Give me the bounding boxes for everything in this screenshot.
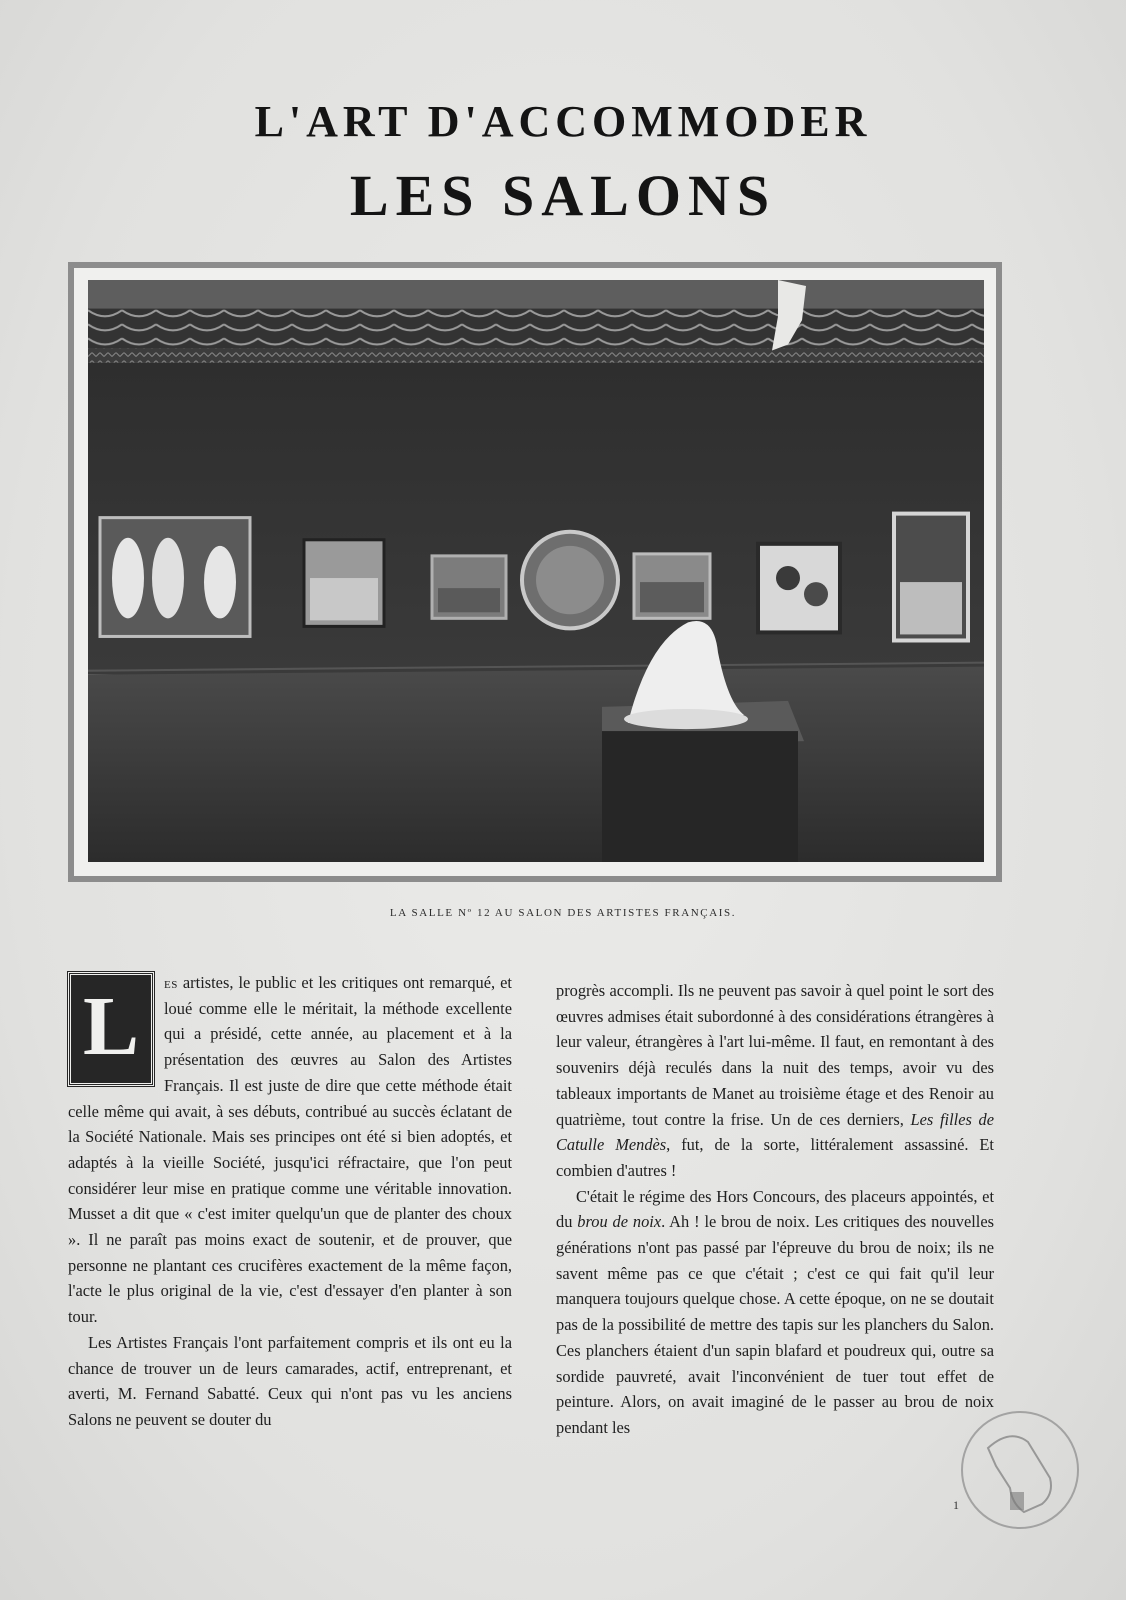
- paragraph-text: artistes, le public et les critiques ont remarqué, et loué comme elle le méritait, la méthode excellente qui a présidé, cette année, au placement et à la présentation des œuvres au Salon des Artistes Français. Il est juste de dire que cette méthode était celle même qui avait, à ses débuts, contribué au succès éclatant de la Société Nationale. Mais ses principes ont été si bien adoptés, et adaptés à la vieille Société, jusqu'ici réfractaire, que l'on peut considérer leur mise en pratique comme une véritable innovation. Musset a dit que « c'est imiter quelqu'un que de planter des choux ». Il ne paraît pas moins exact de soutenir, et de prouver, que personne ne plantant ces crucifères exactement de la même façon, l'acte le plus original de la vie, c'est d'essayer d'en planter à son tour.: [68, 973, 512, 1327]
- gallery-photo-frame: [68, 262, 1002, 882]
- library-stamp-icon: [958, 1408, 1082, 1532]
- article-paragraph: [556, 978, 994, 1184]
- page-number: 1: [953, 1498, 959, 1512]
- gallery-photo: [88, 280, 984, 862]
- painting-5: [758, 544, 840, 633]
- paragraph-text: C'était le régime des Hors Concours, des placeurs appointés, et du: [556, 1186, 994, 1232]
- painting-round: [522, 532, 618, 629]
- painting-2: [304, 540, 384, 627]
- paragraph-text: , fut, de la sorte, littéralement assassiné. Et combien d'autres !: [556, 1135, 994, 1180]
- article-paragraph: [556, 1184, 994, 1441]
- painting-4: [634, 554, 710, 618]
- italic-term: brou de noix: [577, 1212, 662, 1232]
- title-line-1: L'ART D'ACCOMMODER: [254, 97, 872, 146]
- paragraph-text: progrès accompli. Ils ne peuvent pas savoir à quel point le sort des œuvres admises était subordonné à des considérations étrangères à leur valeur, étrangères à l'art lui-même. Il faut, en remontant à des souvenirs déjà reculés dans la nuit des temps, avoir vu des tableaux importants de Manet au troisième étage et des Renoir au quatrième, tout contre la frise. Un de ces derniers,: [556, 981, 994, 1129]
- italic-title: Les filles de Catulle Mendès: [556, 1109, 994, 1155]
- article-column-right: [556, 978, 994, 1441]
- painting-1: [100, 518, 250, 637]
- drop-cap-ornament: [68, 972, 154, 1086]
- title-line-2: LES SALONS: [349, 163, 777, 228]
- gallery-photo-mat: [74, 268, 996, 876]
- paragraph-text: . Ah ! le brou de noix. Les critiques des nouvelles générations n'ont pas passé par l'épreuve du brou de noix; ils ne savent même pas ce que c'était ; c'est ce qui fait qu'il leur manquera toujours quelque chose. A cette époque, on ne se doutait pas de la possibilité de mettre des tapis sur les planchers du Salon. Ces planchers étaient d'un sapin blafard et poudreux qui, outre sa sordide pauvreté, avait l'inconvénient de tuer tout effet de peinture. Alors, on avait imaginé de le passer au brou de noix pendant les: [556, 1212, 994, 1437]
- painting-6: [894, 514, 968, 641]
- drop-cap-letter: L: [82, 980, 140, 1073]
- painting-3: [432, 556, 506, 618]
- photo-caption: LA SALLE Nº 12 AU SALON DES ARTISTES FRANÇAIS.: [389, 907, 737, 919]
- article-column-left: [68, 970, 512, 1433]
- lead-in: es: [164, 973, 178, 992]
- article-paragraph: Les Artistes Français l'ont parfaitement compris et ils ont eu la chance de trouver un de leurs camarades, actif, entreprenant, et averti, M. Fernand Sabatté. Ceux qui n'ont pas vu les anciens Salons ne peuvent se douter du: [68, 1332, 512, 1429]
